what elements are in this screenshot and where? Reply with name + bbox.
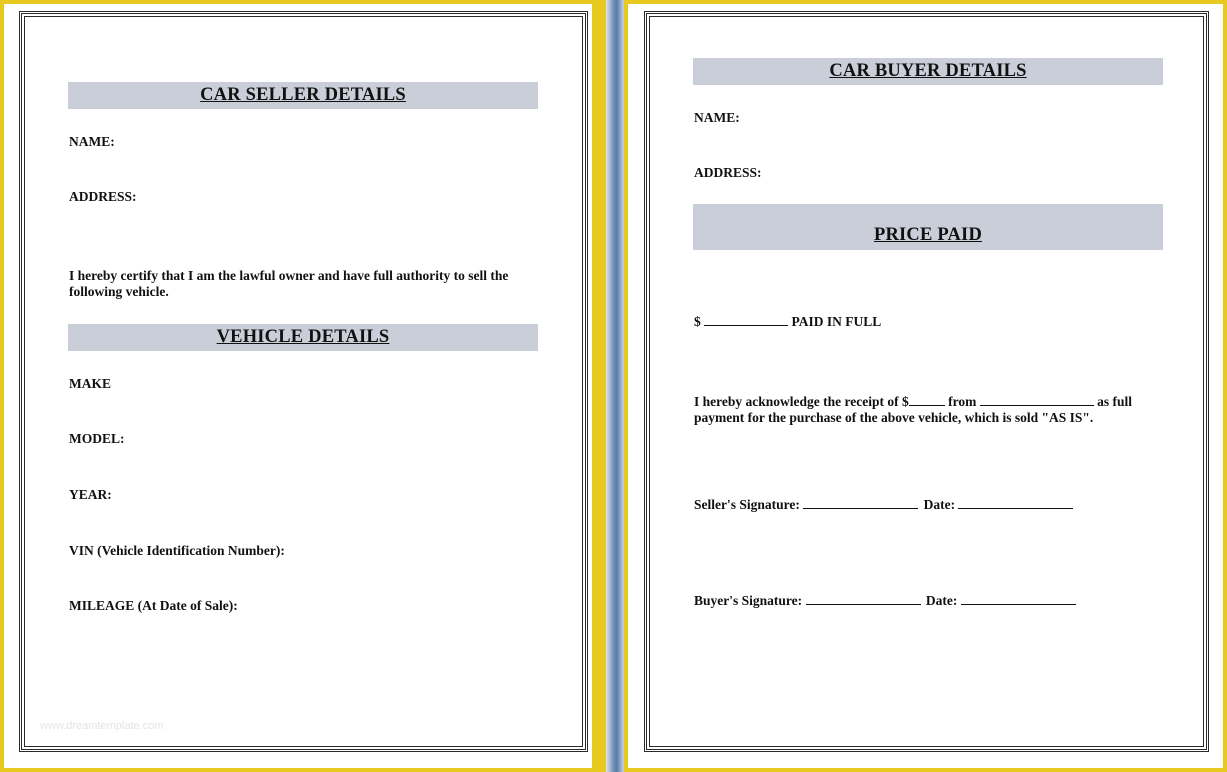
watermark: www.dreamtemplate.com [40,720,164,732]
price-paid-heading: PRICE PAID [693,204,1163,250]
ack-text-2: from [948,394,977,409]
vehicle-details-heading: VEHICLE DETAILS [68,324,538,351]
amount-blank [704,314,788,326]
receipt-acknowledgement [694,394,1164,426]
paid-in-full-text: PAID IN FULL [791,314,882,329]
ack-amount-blank [909,394,945,406]
ownership-certification-text: I hereby certify that I am the lawful owner and have full authority to sell the following vehicle. [69,268,509,299]
seller-address-label: ADDRESS: [69,189,137,204]
page-right [628,4,1223,768]
seller-signature-blank [803,497,918,509]
ack-text-3: as full payment for the purchase of the above vehicle, which is sold "AS IS". [694,394,1132,425]
dollar-sign: $ [694,314,701,329]
buyer-signature-label: Buyer's Signature: [694,593,803,608]
ack-from-blank [980,394,1094,406]
seller-date-label: Date: [923,497,956,512]
seller-date-blank [958,497,1073,509]
buyer-signature-blank [806,593,921,605]
vehicle-year-label: YEAR: [69,487,112,502]
buyer-name-label: NAME: [694,110,740,125]
vehicle-vin-label: VIN (Vehicle Identification Number): [69,543,285,558]
vehicle-mileage-label: MILEAGE (At Date of Sale): [69,598,238,613]
ack-text-1: I hereby acknowledge the receipt of $ [694,394,909,409]
vehicle-make-label: MAKE [69,376,111,391]
buyer-signature-line [694,593,1076,609]
buyer-date-label: Date: [925,593,958,608]
page-gutter [606,0,624,772]
seller-signature-label: Seller's Signature: [694,497,800,512]
paid-in-full-line [694,314,881,330]
page-left [4,4,592,768]
buyer-address-label: ADDRESS: [694,165,762,180]
seller-signature-line [694,497,1073,513]
seller-name-label: NAME: [69,134,115,149]
vehicle-model-label: MODEL: [69,431,125,446]
buyer-date-blank [961,593,1076,605]
seller-details-heading: CAR SELLER DETAILS [68,82,538,109]
buyer-details-heading: CAR BUYER DETAILS [693,58,1163,85]
